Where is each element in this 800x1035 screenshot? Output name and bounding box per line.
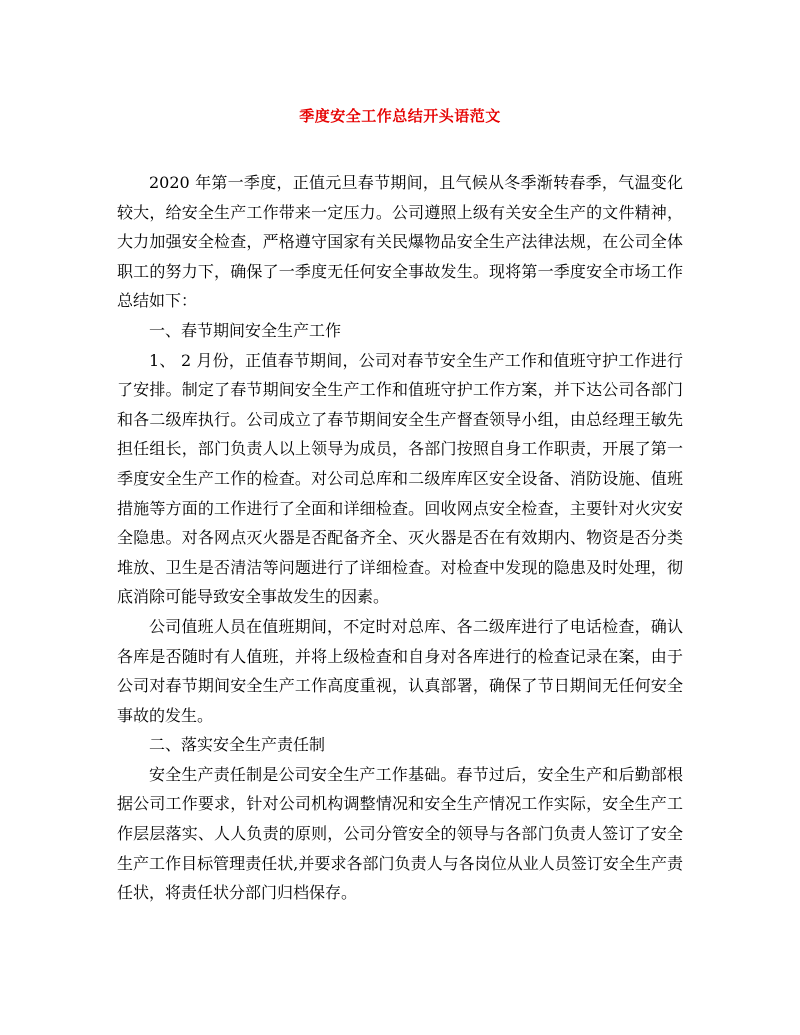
section-1-paragraph-2: 公司值班人员在值班期间，不定时对总库、各二级库进行了电话检查，确认各库是否随时有人值班，并将上级检查和自身对各库进行的检查记录在案，由于公司对春节期间安全生产工作高度重视，认真部署，确保了节日期间无任何安全事故的发生。 bbox=[117, 616, 683, 725]
section-heading-2: 二、落实安全生产责任制 bbox=[149, 735, 326, 755]
intro-paragraph: 2020 年第一季度，正值元旦春节期间，且气候从冬季渐转春季，气温变化较大，给安全生产工作带来一定压力。公司遵照上级有关安全生产的文件精神，大力加强安全检查，严格遵守国家有关民爆物品安全生产法律法规，在公司全体职工的努力下，确保了一季度无任何安全事故发生。现将第一季度安全市场工作总结如下： bbox=[117, 173, 683, 311]
section-heading-1: 一、春节期间安全生产工作 bbox=[149, 320, 342, 340]
section-2-paragraph-1: 安全生产责任制是公司安全生产工作基础。春节过后，安全生产和后勤部根据公司工作要求，针对公司机构调整情况和安全生产情况工作实际，安全生产工作层层落实、人人负责的原则，公司分管安全的领导与各部门负责人签订了安全生产工作目标管理责任状,并要求各部门负责人与各岗位从业人员签订安全生产责任状，将责任状分部门归档保存。 bbox=[117, 764, 683, 903]
document-body bbox=[117, 168, 683, 908]
section-1-paragraph-1: 1、 2 月份，正值春节期间，公司对春节安全生产工作和值班守护工作进行了安排。制定了春节期间安全生产工作和值班守护工作方案，并下达公司各部门和各二级库执行。公司成立了春节期间安全生产督查领导小组，由总经理王敏先担任组长，部门负责人以上领导为成员，各部门按照自身工作职责，开展了第一季度安全生产工作的检查。对公司总库和二级库库区安全设备、消防设施、值班措施等方面的工作进行了全面和详细检查。回收网点安全检查，主要针对火灾安全隐患。对各网点灭火器是否配备齐全、灭火器是否在有效期内、物资是否分类堆放、卫生是否清洁等问题进行了详细检查。对检查中发现的隐患及时处理，彻底消除可能导致安全事故发生的因素。 bbox=[117, 350, 683, 607]
document-title: 季度安全工作总结开头语范文 bbox=[299, 107, 501, 125]
